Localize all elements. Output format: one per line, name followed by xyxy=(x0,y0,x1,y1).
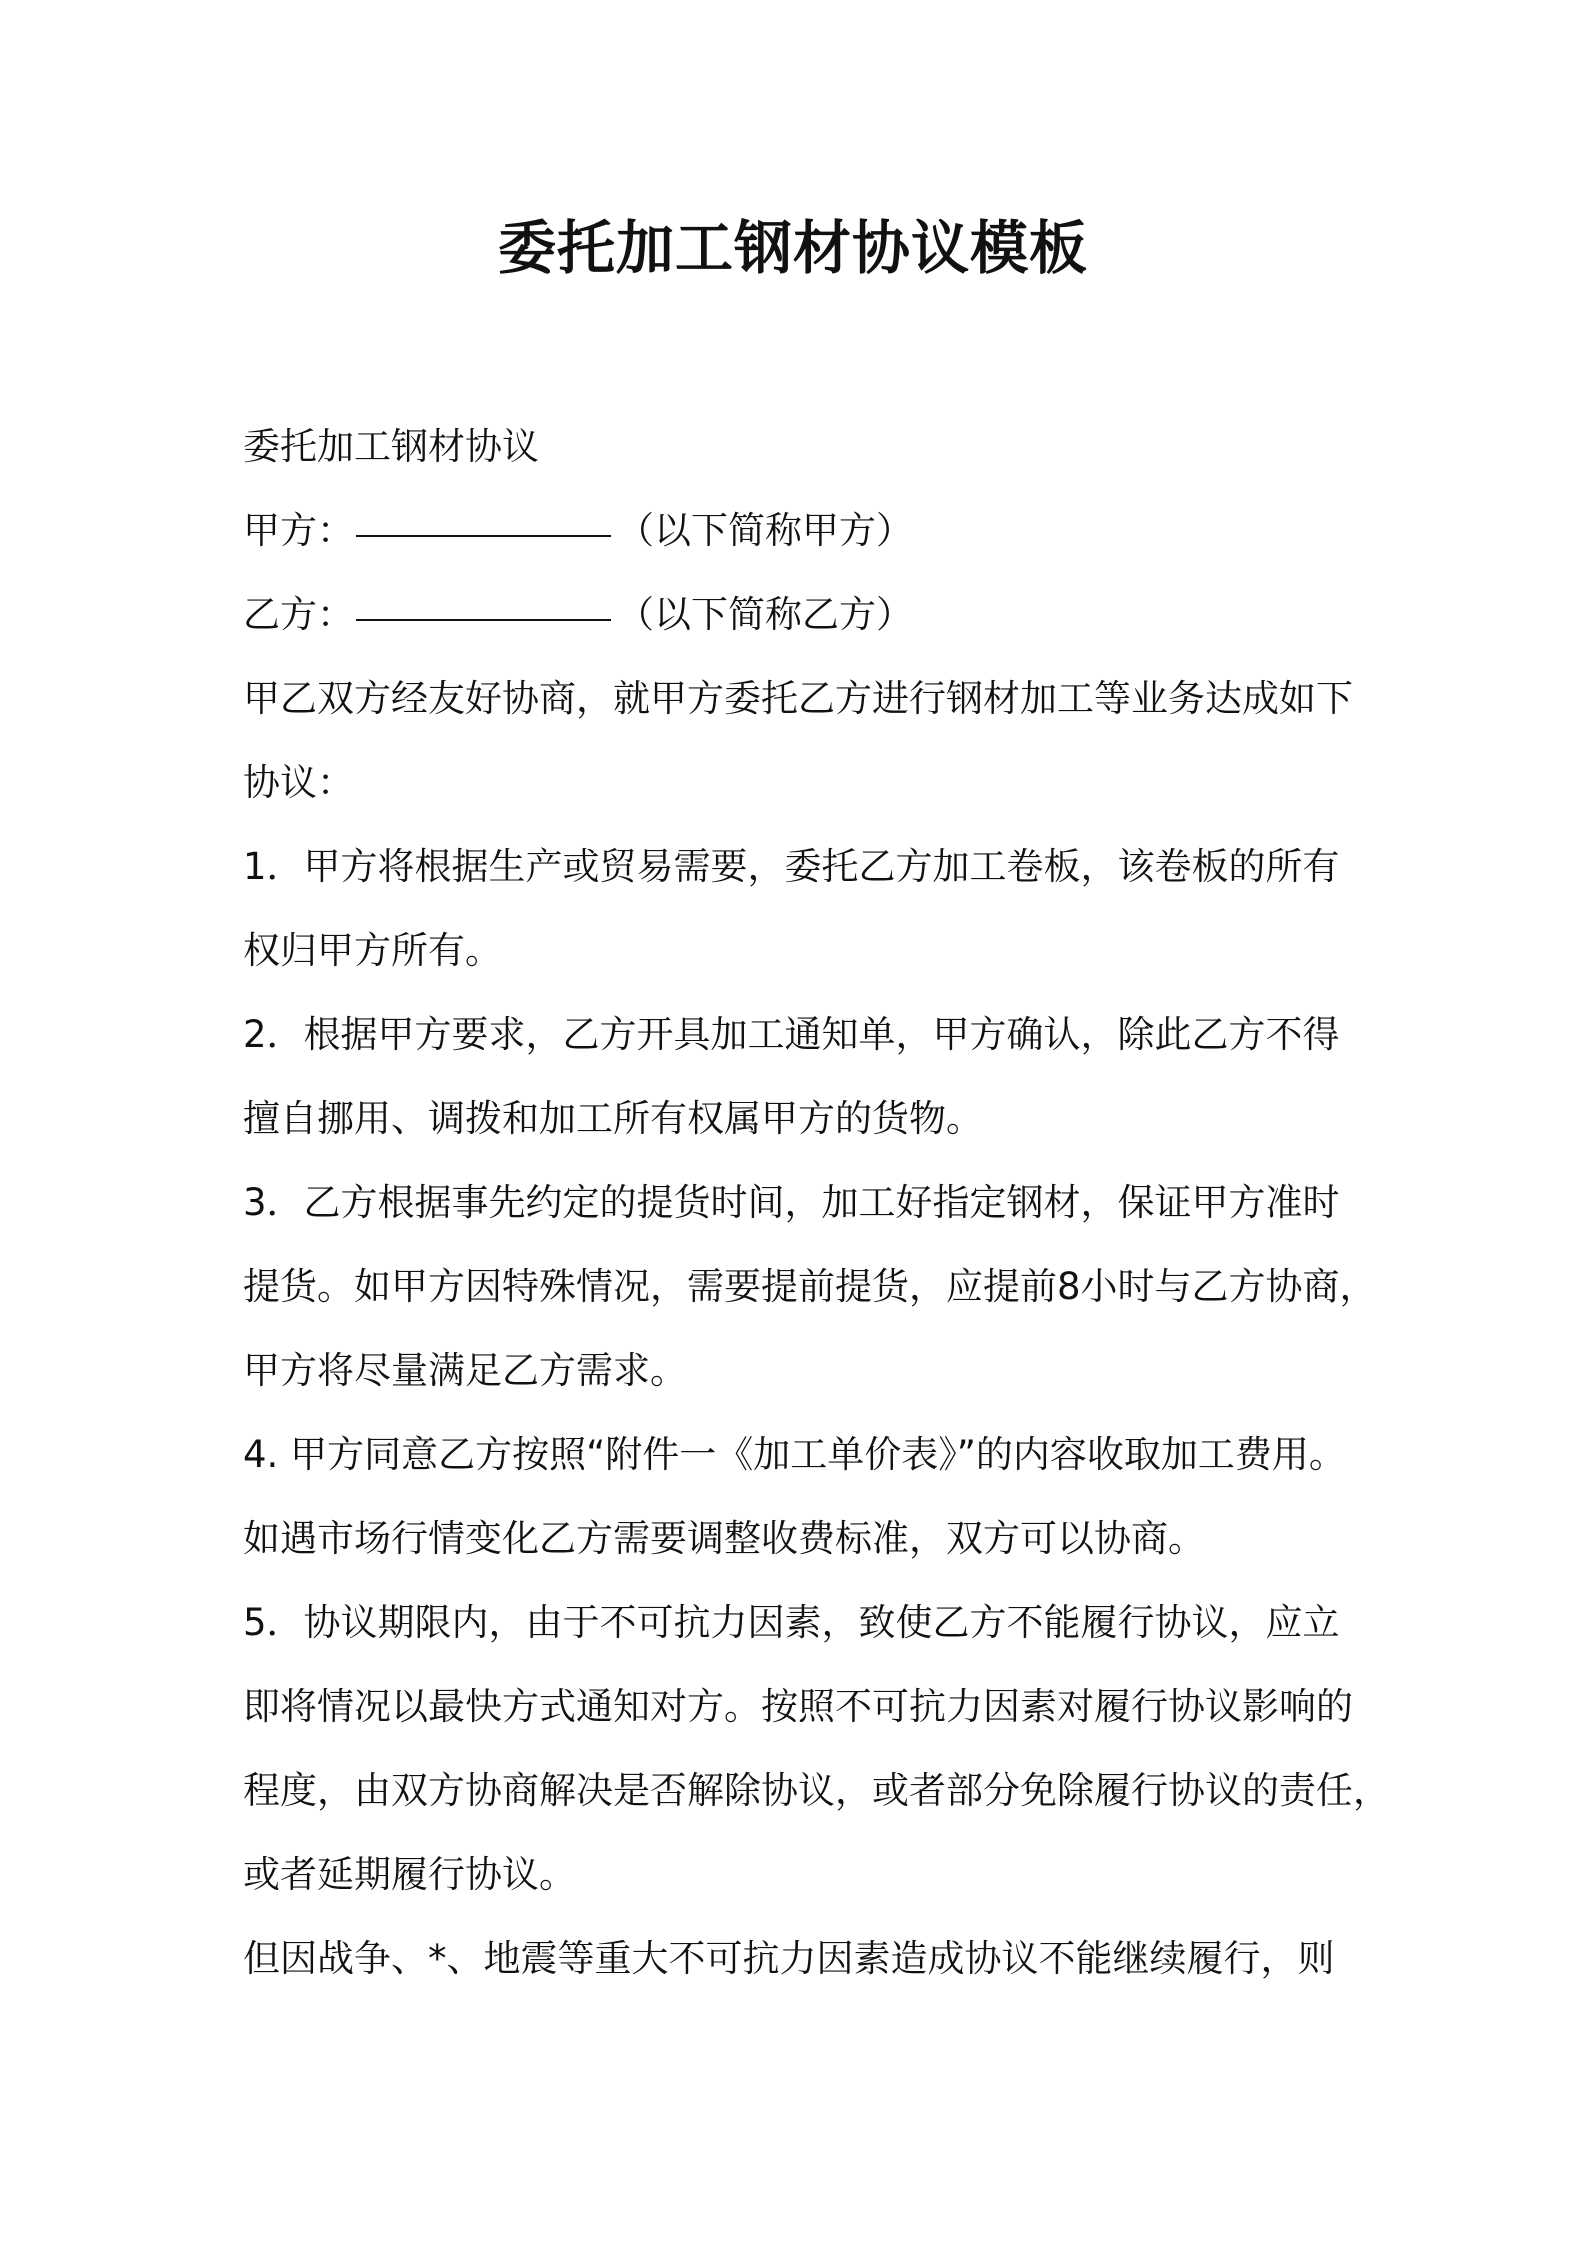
paragraph-line: 5．协议期限内，由于不可抗力因素，致使乙方不能履行协议，应立 xyxy=(243,1601,1340,1644)
paragraph-line: 2．根据甲方要求，乙方开具加工通知单，甲方确认，除此乙方不得 xyxy=(243,1013,1340,1056)
paragraph-line: 协议： xyxy=(243,761,354,804)
document-body xyxy=(243,405,1390,2001)
paragraph-line: 4. 甲方同意乙方按照“附件一《加工单价表》”的内容收取加工费用。 xyxy=(243,1433,1346,1476)
paragraph-line: 1．甲方将根据生产或贸易需要，委托乙方加工卷板，该卷板的所有 xyxy=(243,845,1340,888)
paragraph-line: 擅自挪用、调拨和加工所有权属甲方的货物。 xyxy=(243,1097,983,1140)
party-b-note: （以下简称乙方） xyxy=(617,593,913,636)
paragraph-line: 3．乙方根据事先约定的提货时间，加工好指定钢材，保证甲方准时 xyxy=(243,1181,1340,1224)
party-b-blank xyxy=(356,579,611,621)
paragraph-line: 即将情况以最快方式通知对方。按照不可抗力因素对履行协议影响的 xyxy=(243,1685,1353,1728)
party-a-blank xyxy=(356,495,611,537)
paragraph-line: 如遇市场行情变化乙方需要调整收费标准，双方可以协商。 xyxy=(243,1517,1205,1560)
paragraph-line: 或者延期履行协议。 xyxy=(243,1853,576,1896)
party-a-note: （以下简称甲方） xyxy=(617,509,913,552)
document-title: 委托加工钢材协议模板 xyxy=(497,214,1088,282)
paragraph-line: 甲乙双方经友好协商，就甲方委托乙方进行钢材加工等业务达成如下 xyxy=(243,677,1353,720)
paragraph-line: 权归甲方所有。 xyxy=(243,929,502,972)
paragraph-line: 但因战争、*、地震等重大不可抗力因素造成协议不能继续履行，则 xyxy=(243,1937,1335,1980)
party-a-line xyxy=(243,489,1358,573)
paragraph-line: 甲方将尽量满足乙方需求。 xyxy=(243,1349,687,1392)
paragraph-line: 提货。如甲方因特殊情况，需要提前提货，应提前8小时与乙方协商， xyxy=(243,1265,1377,1308)
party-a-label: 甲方： xyxy=(243,509,354,552)
paragraph-line: 程度，由双方协商解决是否解除协议，或者部分免除履行协议的责任， xyxy=(243,1769,1390,1812)
party-b-label: 乙方： xyxy=(243,593,354,636)
party-b-line xyxy=(243,573,1358,657)
document-subtitle: 委托加工钢材协议 xyxy=(243,425,539,468)
